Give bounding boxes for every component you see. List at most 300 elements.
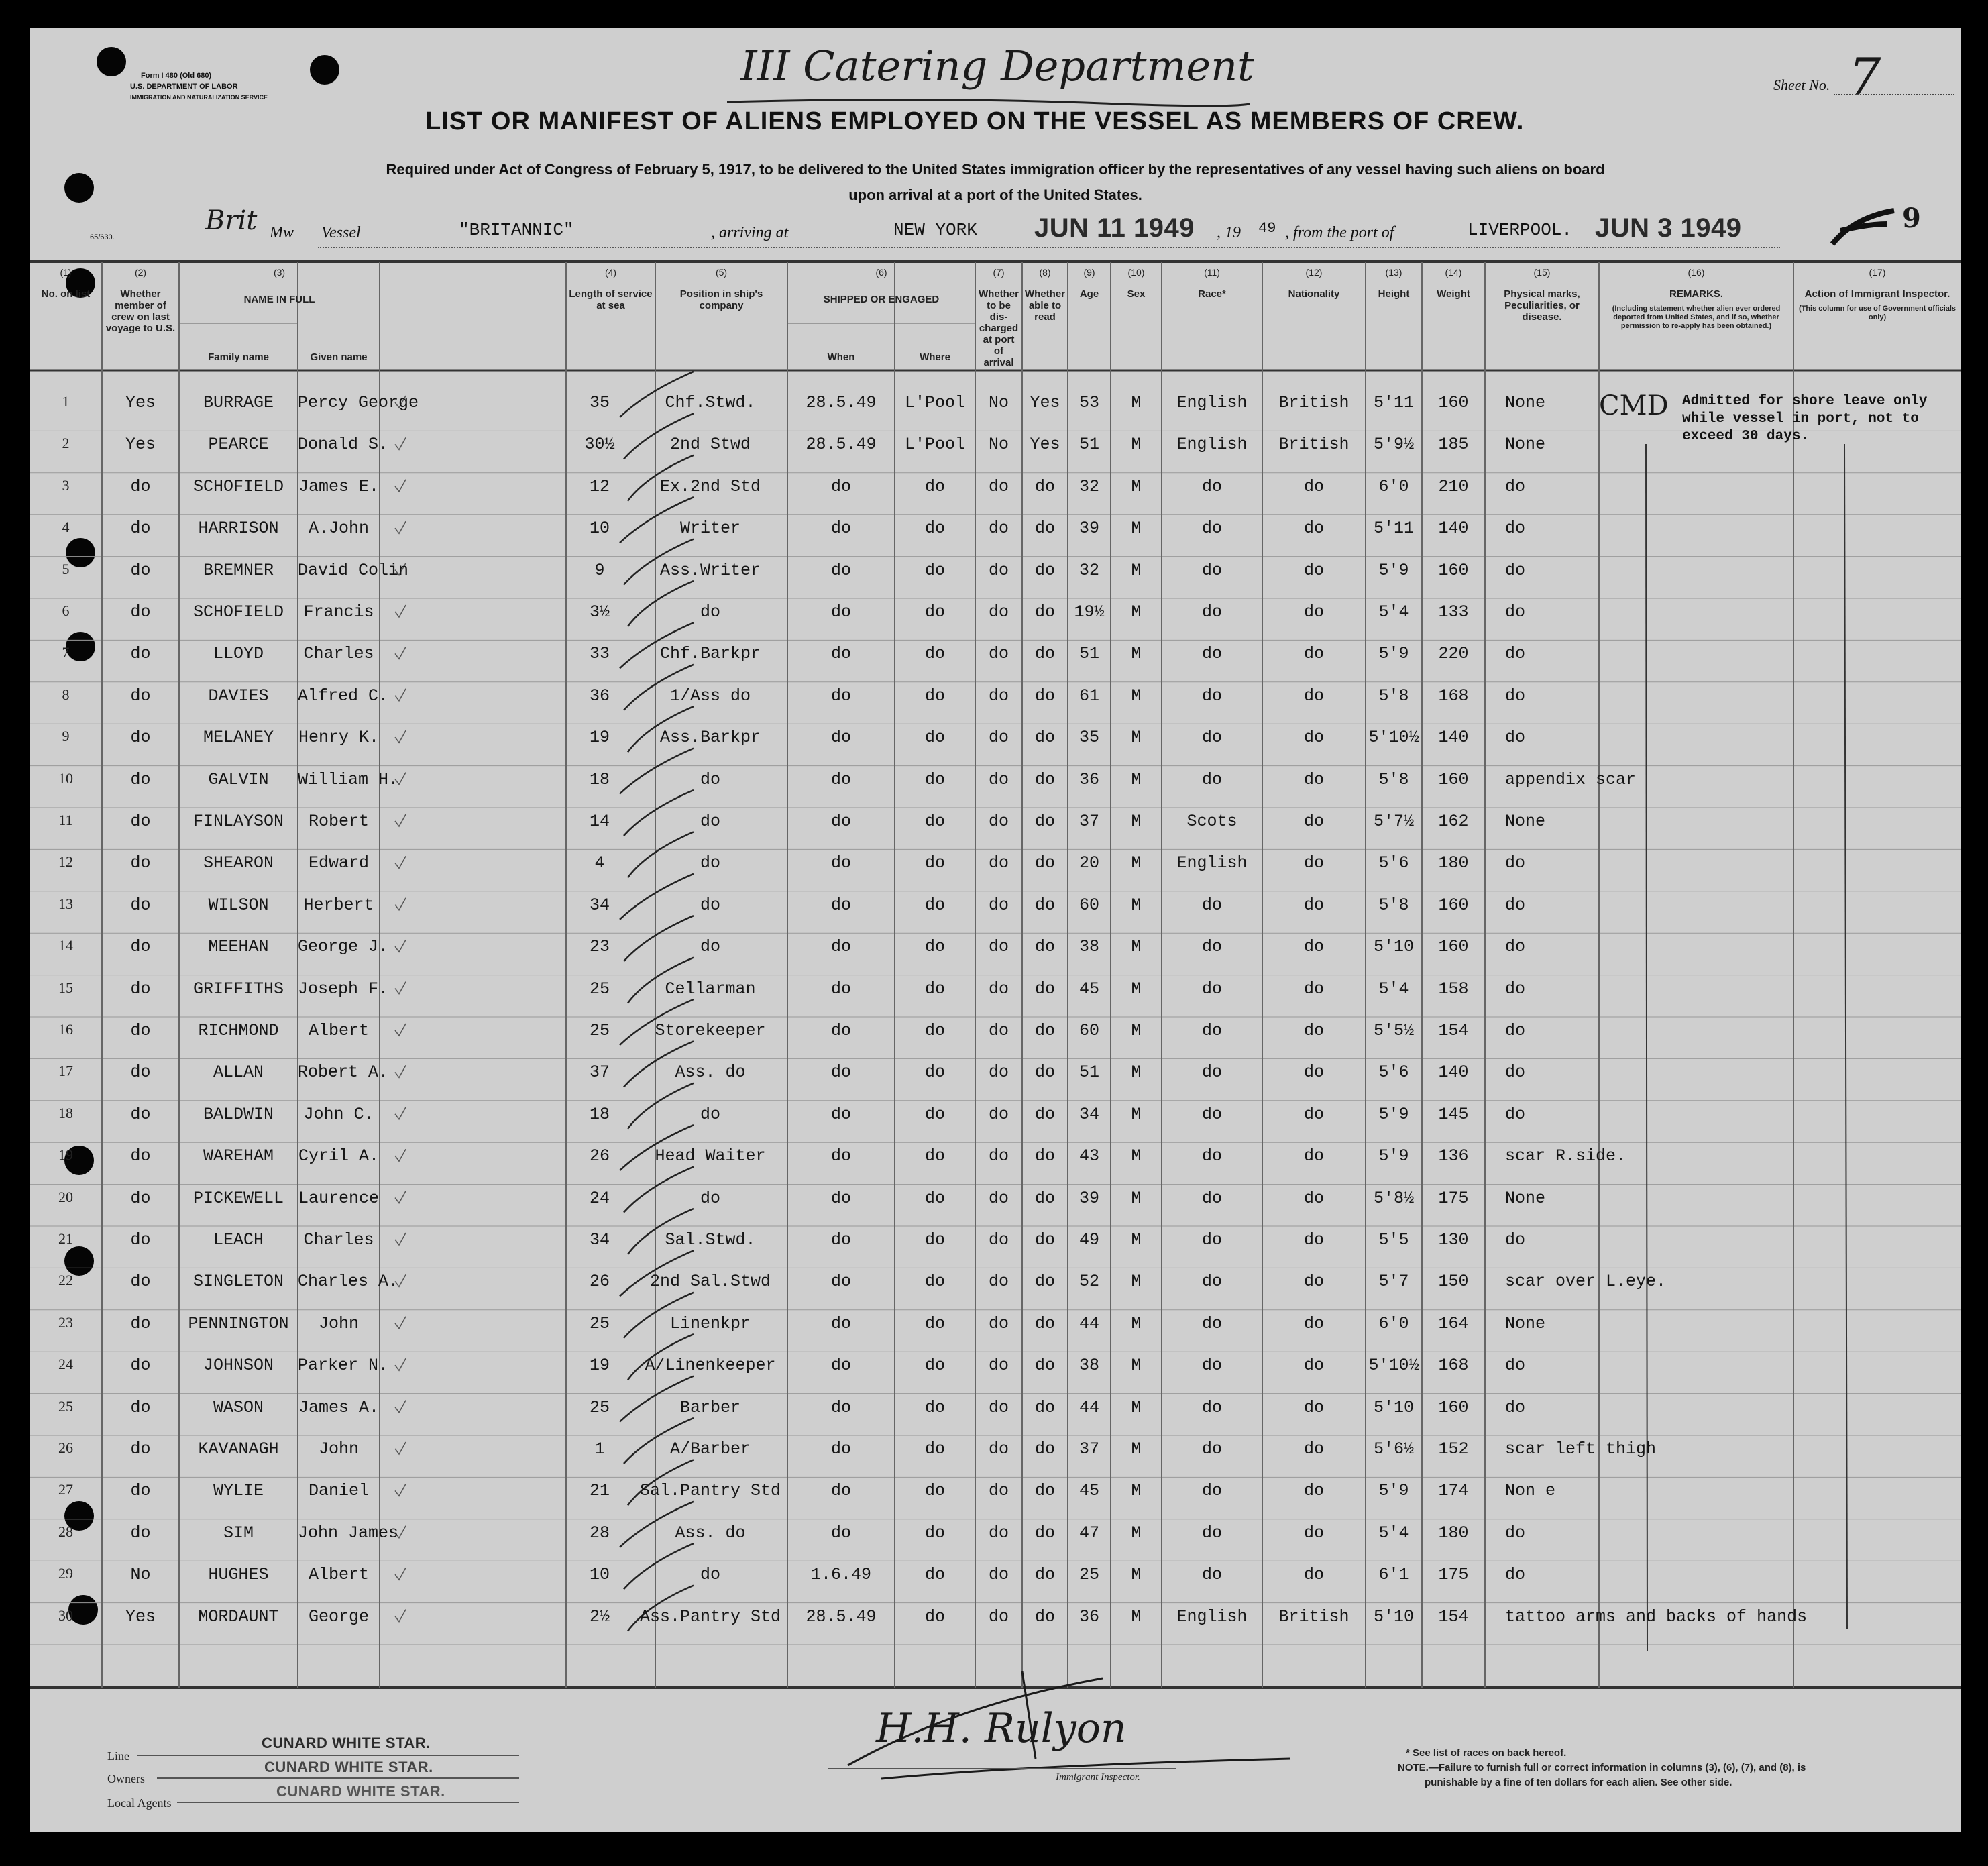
physical-marks: do xyxy=(1505,1021,1526,1040)
family-name: SIM xyxy=(223,1523,254,1543)
sex: M xyxy=(1131,812,1142,831)
service-length: 1 xyxy=(594,1439,605,1459)
position: do xyxy=(700,1188,720,1208)
vessel-label: Vessel xyxy=(321,224,361,241)
shipped-where: do xyxy=(924,1565,945,1585)
prior-voyage: do xyxy=(130,1356,151,1376)
able-to-read: do xyxy=(1034,979,1055,999)
nationality: do xyxy=(1303,560,1324,580)
physical-marks: do xyxy=(1505,560,1526,580)
height: 5'6 xyxy=(1378,853,1409,873)
weight: 150 xyxy=(1438,1272,1469,1292)
position: Chf.Barkpr xyxy=(659,644,761,664)
check-tick xyxy=(395,856,406,868)
family-name: BALDWIN xyxy=(203,1104,274,1124)
sex: M xyxy=(1131,937,1142,957)
departure-date-stamp: JUN 3 1949 xyxy=(1595,213,1742,243)
family-name: JOHNSON xyxy=(203,1356,274,1376)
physical-marks: do xyxy=(1505,1356,1526,1376)
row-number: 14 xyxy=(58,937,73,954)
row-number: 11 xyxy=(58,812,73,828)
prior-voyage: do xyxy=(130,1272,151,1292)
row-number: 27 xyxy=(58,1481,73,1498)
given-name: John xyxy=(318,1313,359,1333)
check-tick xyxy=(395,1401,406,1413)
family-name: PENNINGTON xyxy=(188,1313,289,1333)
weight: 185 xyxy=(1438,435,1469,455)
given-name: John James xyxy=(298,1523,399,1543)
remarks-line-1: Admitted for shore leave only xyxy=(1682,394,1928,409)
shipped-when: do xyxy=(830,1481,851,1501)
row-number: 10 xyxy=(58,769,73,787)
age: 53 xyxy=(1079,393,1099,413)
nationality: do xyxy=(1303,1272,1324,1292)
row-number: 20 xyxy=(58,1188,73,1205)
shipped-where: do xyxy=(924,602,945,622)
arrival-date-stamp: JUN 11 1949 xyxy=(1034,213,1195,243)
service-length: 30½ xyxy=(584,435,615,455)
vessel-prefix-handwritten: Brit xyxy=(205,205,258,236)
family-name: PEARCE xyxy=(208,435,269,455)
family-name: WYLIE xyxy=(213,1481,264,1501)
given-name: James A. xyxy=(298,1397,380,1417)
physical-marks: do xyxy=(1505,518,1526,539)
weight: 160 xyxy=(1438,1397,1469,1417)
weight: 136 xyxy=(1438,1146,1469,1166)
weight: 168 xyxy=(1438,685,1469,706)
age: 36 xyxy=(1079,769,1099,789)
nationality: do xyxy=(1303,728,1324,748)
physical-marks: None xyxy=(1505,1313,1546,1333)
penalty-note-1: NOTE.—Failure to furnish full or correct information in columns (3), (6), (7), and (8), is xyxy=(1398,1762,1806,1773)
check-tick xyxy=(395,1149,406,1161)
service-length: 24 xyxy=(589,1188,610,1208)
nationality: do xyxy=(1303,644,1324,664)
prior-voyage: Yes xyxy=(125,435,156,455)
nationality: do xyxy=(1303,1021,1324,1040)
race: do xyxy=(1201,1062,1222,1083)
given-name: Robert A. xyxy=(298,1062,389,1083)
signature-rule xyxy=(828,1768,1176,1769)
prior-voyage: do xyxy=(130,1146,151,1166)
position: 2nd Stwd xyxy=(669,435,751,455)
nationality: do xyxy=(1303,1481,1324,1501)
column-header: Position in ship's company xyxy=(679,288,763,311)
able-to-read: do xyxy=(1034,1565,1055,1585)
discharged: do xyxy=(988,1188,1009,1208)
race: English xyxy=(1176,853,1248,873)
able-to-read: do xyxy=(1034,518,1055,539)
race: English xyxy=(1176,435,1248,455)
age: 39 xyxy=(1079,1188,1099,1208)
able-to-read: do xyxy=(1034,1523,1055,1543)
height: 5'10 xyxy=(1373,1606,1414,1627)
nationality: do xyxy=(1303,895,1324,915)
race: do xyxy=(1201,1230,1222,1250)
row-number: 23 xyxy=(58,1313,73,1331)
age: 44 xyxy=(1079,1397,1099,1417)
age: 35 xyxy=(1079,728,1099,748)
physical-marks: do xyxy=(1505,937,1526,957)
discharged: do xyxy=(988,1523,1009,1543)
age: 47 xyxy=(1079,1523,1099,1543)
given-name: Charles xyxy=(303,644,374,664)
physical-marks: do xyxy=(1505,1062,1526,1083)
prior-voyage: do xyxy=(130,560,151,580)
owners-stamp: CUNARD WHITE STAR. xyxy=(264,1759,433,1775)
height: 5'9 xyxy=(1378,1481,1409,1501)
shipped-where: L'Pool xyxy=(904,435,965,455)
sheet-number: 7 xyxy=(1848,47,1881,107)
shipped-where: do xyxy=(924,518,945,539)
sex: M xyxy=(1131,560,1142,580)
agents-stamp: CUNARD WHITE STAR. xyxy=(276,1783,445,1800)
family-name: MELANEY xyxy=(203,728,274,748)
physical-marks: None xyxy=(1505,812,1546,831)
shipped-where: do xyxy=(924,1021,945,1040)
discharged: do xyxy=(988,1230,1009,1250)
sex: M xyxy=(1131,769,1142,789)
service-length: 19 xyxy=(589,1356,610,1376)
position: 1/Ass do xyxy=(669,685,751,706)
weight: 168 xyxy=(1438,1356,1469,1376)
shipped-when: do xyxy=(830,602,851,622)
prior-voyage: do xyxy=(130,1439,151,1459)
position: do xyxy=(700,1565,720,1585)
shipped-when: do xyxy=(830,476,851,496)
service-length: 2½ xyxy=(589,1606,610,1627)
height: 5'9 xyxy=(1378,560,1409,580)
shipped-where: do xyxy=(924,1188,945,1208)
nationality: do xyxy=(1303,812,1324,831)
service-length: 21 xyxy=(589,1481,610,1501)
discharged: do xyxy=(988,812,1009,831)
shipped-where: do xyxy=(924,812,945,831)
column-number: (2) xyxy=(134,267,147,278)
family-name: BREMNER xyxy=(203,560,274,580)
race: do xyxy=(1201,937,1222,957)
race: do xyxy=(1201,769,1222,789)
column-number: (8) xyxy=(1039,267,1051,278)
weight: 160 xyxy=(1438,937,1469,957)
family-name: ALLAN xyxy=(213,1062,264,1083)
race: do xyxy=(1201,560,1222,580)
service-length: 28 xyxy=(589,1523,610,1543)
prior-voyage: do xyxy=(130,685,151,706)
height: 5'9 xyxy=(1378,644,1409,664)
given-name: Edward xyxy=(308,853,369,873)
shipped-when: 28.5.49 xyxy=(806,1606,877,1627)
check-tick xyxy=(395,1610,406,1622)
family-name: SINGLETON xyxy=(192,1272,284,1292)
row-number: 6 xyxy=(62,602,70,619)
physical-marks: do xyxy=(1505,728,1526,748)
age: 37 xyxy=(1079,1439,1099,1459)
row-number: 30 xyxy=(58,1606,73,1624)
able-to-read: do xyxy=(1034,1188,1055,1208)
position: Ass.Writer xyxy=(659,560,761,580)
row-number: 15 xyxy=(58,979,73,996)
remarks-pencil-line xyxy=(1844,444,1847,1629)
year-value: 49 xyxy=(1258,220,1276,237)
service-name: IMMIGRATION AND NATURALIZATION SERVICE xyxy=(130,94,268,101)
sex: M xyxy=(1131,895,1142,915)
nationality: do xyxy=(1303,1565,1324,1585)
family-name: WILSON xyxy=(208,895,269,915)
age: 43 xyxy=(1079,1146,1099,1166)
shipped-where: do xyxy=(924,1397,945,1417)
check-tick xyxy=(395,480,406,492)
prior-voyage: Yes xyxy=(125,393,156,413)
race: do xyxy=(1201,1397,1222,1417)
family-name: SCHOFIELD xyxy=(192,476,284,496)
column-header: No. on list xyxy=(41,288,91,300)
shipped-where: L'Pool xyxy=(904,393,965,413)
sex: M xyxy=(1131,1021,1142,1040)
able-to-read: do xyxy=(1034,1062,1055,1083)
sex: M xyxy=(1131,1104,1142,1124)
race: do xyxy=(1201,602,1222,622)
department-heading: III Catering Department xyxy=(740,42,1254,91)
race: do xyxy=(1201,1272,1222,1292)
family-name: FINLAYSON xyxy=(192,812,284,831)
check-tick xyxy=(395,814,406,826)
sheet-label: Sheet No. xyxy=(1773,76,1830,93)
remarks-initials: CMD xyxy=(1599,390,1669,421)
family-name: MORDAUNT xyxy=(198,1606,279,1627)
arriving-port: NEW YORK xyxy=(893,220,977,240)
physical-marks: scar R.side. xyxy=(1505,1146,1626,1166)
given-name: William H. xyxy=(298,769,399,789)
sex: M xyxy=(1131,1356,1142,1376)
position: 2nd Sal.Stwd xyxy=(649,1272,771,1292)
age: 37 xyxy=(1079,812,1099,831)
service-length: 25 xyxy=(589,1021,610,1040)
nationality: do xyxy=(1303,853,1324,873)
column-header: Whether to be dis-charged at port of arrival xyxy=(979,288,1019,368)
able-to-read: do xyxy=(1034,1230,1055,1250)
service-length: 25 xyxy=(589,1397,610,1417)
able-to-read: do xyxy=(1034,560,1055,580)
shipped-where: do xyxy=(924,1523,945,1543)
form-number: Form I 480 (Old 680) xyxy=(141,72,212,80)
shipped-when: do xyxy=(830,518,851,539)
shipped-where: do xyxy=(924,1439,945,1459)
row-number: 28 xyxy=(58,1523,73,1540)
position: do xyxy=(700,602,720,622)
shipped-when: do xyxy=(830,560,851,580)
weight: 160 xyxy=(1438,560,1469,580)
height: 5'10½ xyxy=(1368,728,1419,748)
service-length: 34 xyxy=(589,1230,610,1250)
shipped-when: do xyxy=(830,1021,851,1040)
inspector-signature: H.H. Rulyon xyxy=(876,1705,1127,1752)
inspector-label: Immigrant Inspector. xyxy=(1056,1772,1140,1783)
weight: 154 xyxy=(1438,1606,1469,1627)
row-number: 12 xyxy=(58,853,73,871)
physical-marks: do xyxy=(1505,1523,1526,1543)
prior-voyage: do xyxy=(130,1313,151,1333)
position: Chf.Stwd. xyxy=(665,393,756,413)
discharged: do xyxy=(988,853,1009,873)
sex: M xyxy=(1131,1439,1142,1459)
physical-marks: scar left thigh xyxy=(1505,1439,1657,1459)
position: Head Waiter xyxy=(655,1146,766,1166)
age: 25 xyxy=(1079,1565,1099,1585)
age: 45 xyxy=(1079,1481,1099,1501)
check-tick xyxy=(395,1568,406,1580)
row-number: 4 xyxy=(62,518,70,536)
shipped-when: do xyxy=(830,1313,851,1333)
physical-marks: do xyxy=(1505,853,1526,873)
row-number: 24 xyxy=(58,1356,73,1373)
check-tick xyxy=(395,689,406,701)
physical-marks: do xyxy=(1505,1104,1526,1124)
nationality: do xyxy=(1303,769,1324,789)
age: 51 xyxy=(1079,435,1099,455)
family-name: WAREHAM xyxy=(203,1146,274,1166)
prior-voyage: do xyxy=(130,1523,151,1543)
prior-voyage: do xyxy=(130,769,151,789)
given-name: Henry K. xyxy=(298,728,380,748)
column-number: (11) xyxy=(1204,267,1220,278)
able-to-read: do xyxy=(1034,769,1055,789)
column-header: Action of Immigrant Inspector. xyxy=(1804,288,1950,300)
row-number: 5 xyxy=(62,560,70,578)
nationality: British xyxy=(1278,435,1349,455)
sex: M xyxy=(1131,1523,1142,1543)
age: 39 xyxy=(1079,518,1099,539)
prior-voyage: do xyxy=(130,602,151,622)
sex: M xyxy=(1131,393,1142,413)
prior-voyage: do xyxy=(130,644,151,664)
weight: 180 xyxy=(1438,1523,1469,1543)
height: 5'10 xyxy=(1373,937,1414,957)
weight: 180 xyxy=(1438,853,1469,873)
physical-marks: None xyxy=(1505,435,1546,455)
discharged: do xyxy=(988,979,1009,999)
shipped-when: do xyxy=(830,1104,851,1124)
family-name: LEACH xyxy=(213,1230,264,1250)
height: 5'6 xyxy=(1378,1062,1409,1083)
service-length: 35 xyxy=(589,393,610,413)
shipped-where: do xyxy=(924,937,945,957)
row-number: 29 xyxy=(58,1565,73,1582)
height: 5'10 xyxy=(1373,1397,1414,1417)
check-tick xyxy=(395,1233,406,1245)
age: 19½ xyxy=(1074,602,1105,622)
service-length: 14 xyxy=(589,812,610,831)
from-port: LIVERPOOL. xyxy=(1468,220,1573,240)
able-to-read: do xyxy=(1034,1481,1055,1501)
shipped-when: 28.5.49 xyxy=(806,435,877,455)
nationality: do xyxy=(1303,685,1324,706)
age: 49 xyxy=(1079,1230,1099,1250)
check-tick xyxy=(395,1442,406,1454)
nationality: do xyxy=(1303,1146,1324,1166)
given-name: David Colin xyxy=(298,560,409,580)
discharged: do xyxy=(988,685,1009,706)
nationality: do xyxy=(1303,476,1324,496)
column-header-note: (This column for use of Government officials only) xyxy=(1798,305,1956,321)
row-number: 8 xyxy=(62,685,70,703)
height: 6'1 xyxy=(1378,1565,1409,1585)
column-number: (4) xyxy=(604,267,617,278)
position: Writer xyxy=(679,518,740,539)
race: do xyxy=(1201,728,1222,748)
given-name: John xyxy=(318,1439,359,1459)
sex: M xyxy=(1131,685,1142,706)
age: 32 xyxy=(1079,476,1099,496)
service-length: 33 xyxy=(589,644,610,664)
column-number: (16) xyxy=(1688,267,1705,278)
prior-voyage: do xyxy=(130,728,151,748)
weight: 160 xyxy=(1438,769,1469,789)
check-tick xyxy=(395,940,406,952)
column-subheader: Where xyxy=(920,351,950,363)
shipped-when: do xyxy=(830,644,851,664)
able-to-read: Yes xyxy=(1030,435,1060,455)
weight: 210 xyxy=(1438,476,1469,496)
height: 5'10½ xyxy=(1368,1356,1419,1376)
discharged: do xyxy=(988,602,1009,622)
column-number: (1) xyxy=(60,267,72,278)
prior-voyage: do xyxy=(130,812,151,831)
department-name: U.S. DEPARTMENT OF LABOR xyxy=(130,83,238,91)
able-to-read: do xyxy=(1034,937,1055,957)
shipped-when: do xyxy=(830,1062,851,1083)
row-number: 3 xyxy=(62,476,70,494)
height: 5'7 xyxy=(1378,1272,1409,1292)
shipped-where: do xyxy=(924,1606,945,1627)
column-number: (12) xyxy=(1305,267,1323,278)
page-mark: 9 xyxy=(1902,203,1921,234)
shipped-when: do xyxy=(830,937,851,957)
family-name: GRIFFITHS xyxy=(192,979,284,999)
shipped-when: do xyxy=(830,812,851,831)
physical-marks: do xyxy=(1505,1397,1526,1417)
prior-voyage: do xyxy=(130,1062,151,1083)
service-length: 36 xyxy=(589,685,610,706)
position: Sal.Stwd. xyxy=(665,1230,756,1250)
age: 52 xyxy=(1079,1272,1099,1292)
discharged: do xyxy=(988,1313,1009,1333)
column-header: Height xyxy=(1378,288,1410,300)
able-to-read: do xyxy=(1034,1146,1055,1166)
sex: M xyxy=(1131,518,1142,539)
check-tick xyxy=(395,1065,406,1077)
race: do xyxy=(1201,1523,1222,1543)
check-tick xyxy=(395,1191,406,1203)
column-number: (14) xyxy=(1445,267,1462,278)
shipped-where: do xyxy=(924,685,945,706)
weight: 164 xyxy=(1438,1313,1469,1333)
prior-voyage: do xyxy=(130,937,151,957)
position: do xyxy=(700,1104,720,1124)
nationality: British xyxy=(1278,1606,1349,1627)
manifest-title: LIST OR MANIFEST OF ALIENS EMPLOYED ON THE VESSEL AS MEMBERS OF CREW. xyxy=(425,107,1525,135)
given-name: George xyxy=(308,1606,369,1627)
sex: M xyxy=(1131,435,1142,455)
age: 61 xyxy=(1079,685,1099,706)
column-number: (9) xyxy=(1083,267,1095,278)
sex: M xyxy=(1131,979,1142,999)
shipped-when: do xyxy=(830,1397,851,1417)
position: do xyxy=(700,853,720,873)
family-name: RICHMOND xyxy=(198,1021,279,1040)
position: A/Linenkeeper xyxy=(645,1356,776,1376)
position: do xyxy=(700,895,720,915)
